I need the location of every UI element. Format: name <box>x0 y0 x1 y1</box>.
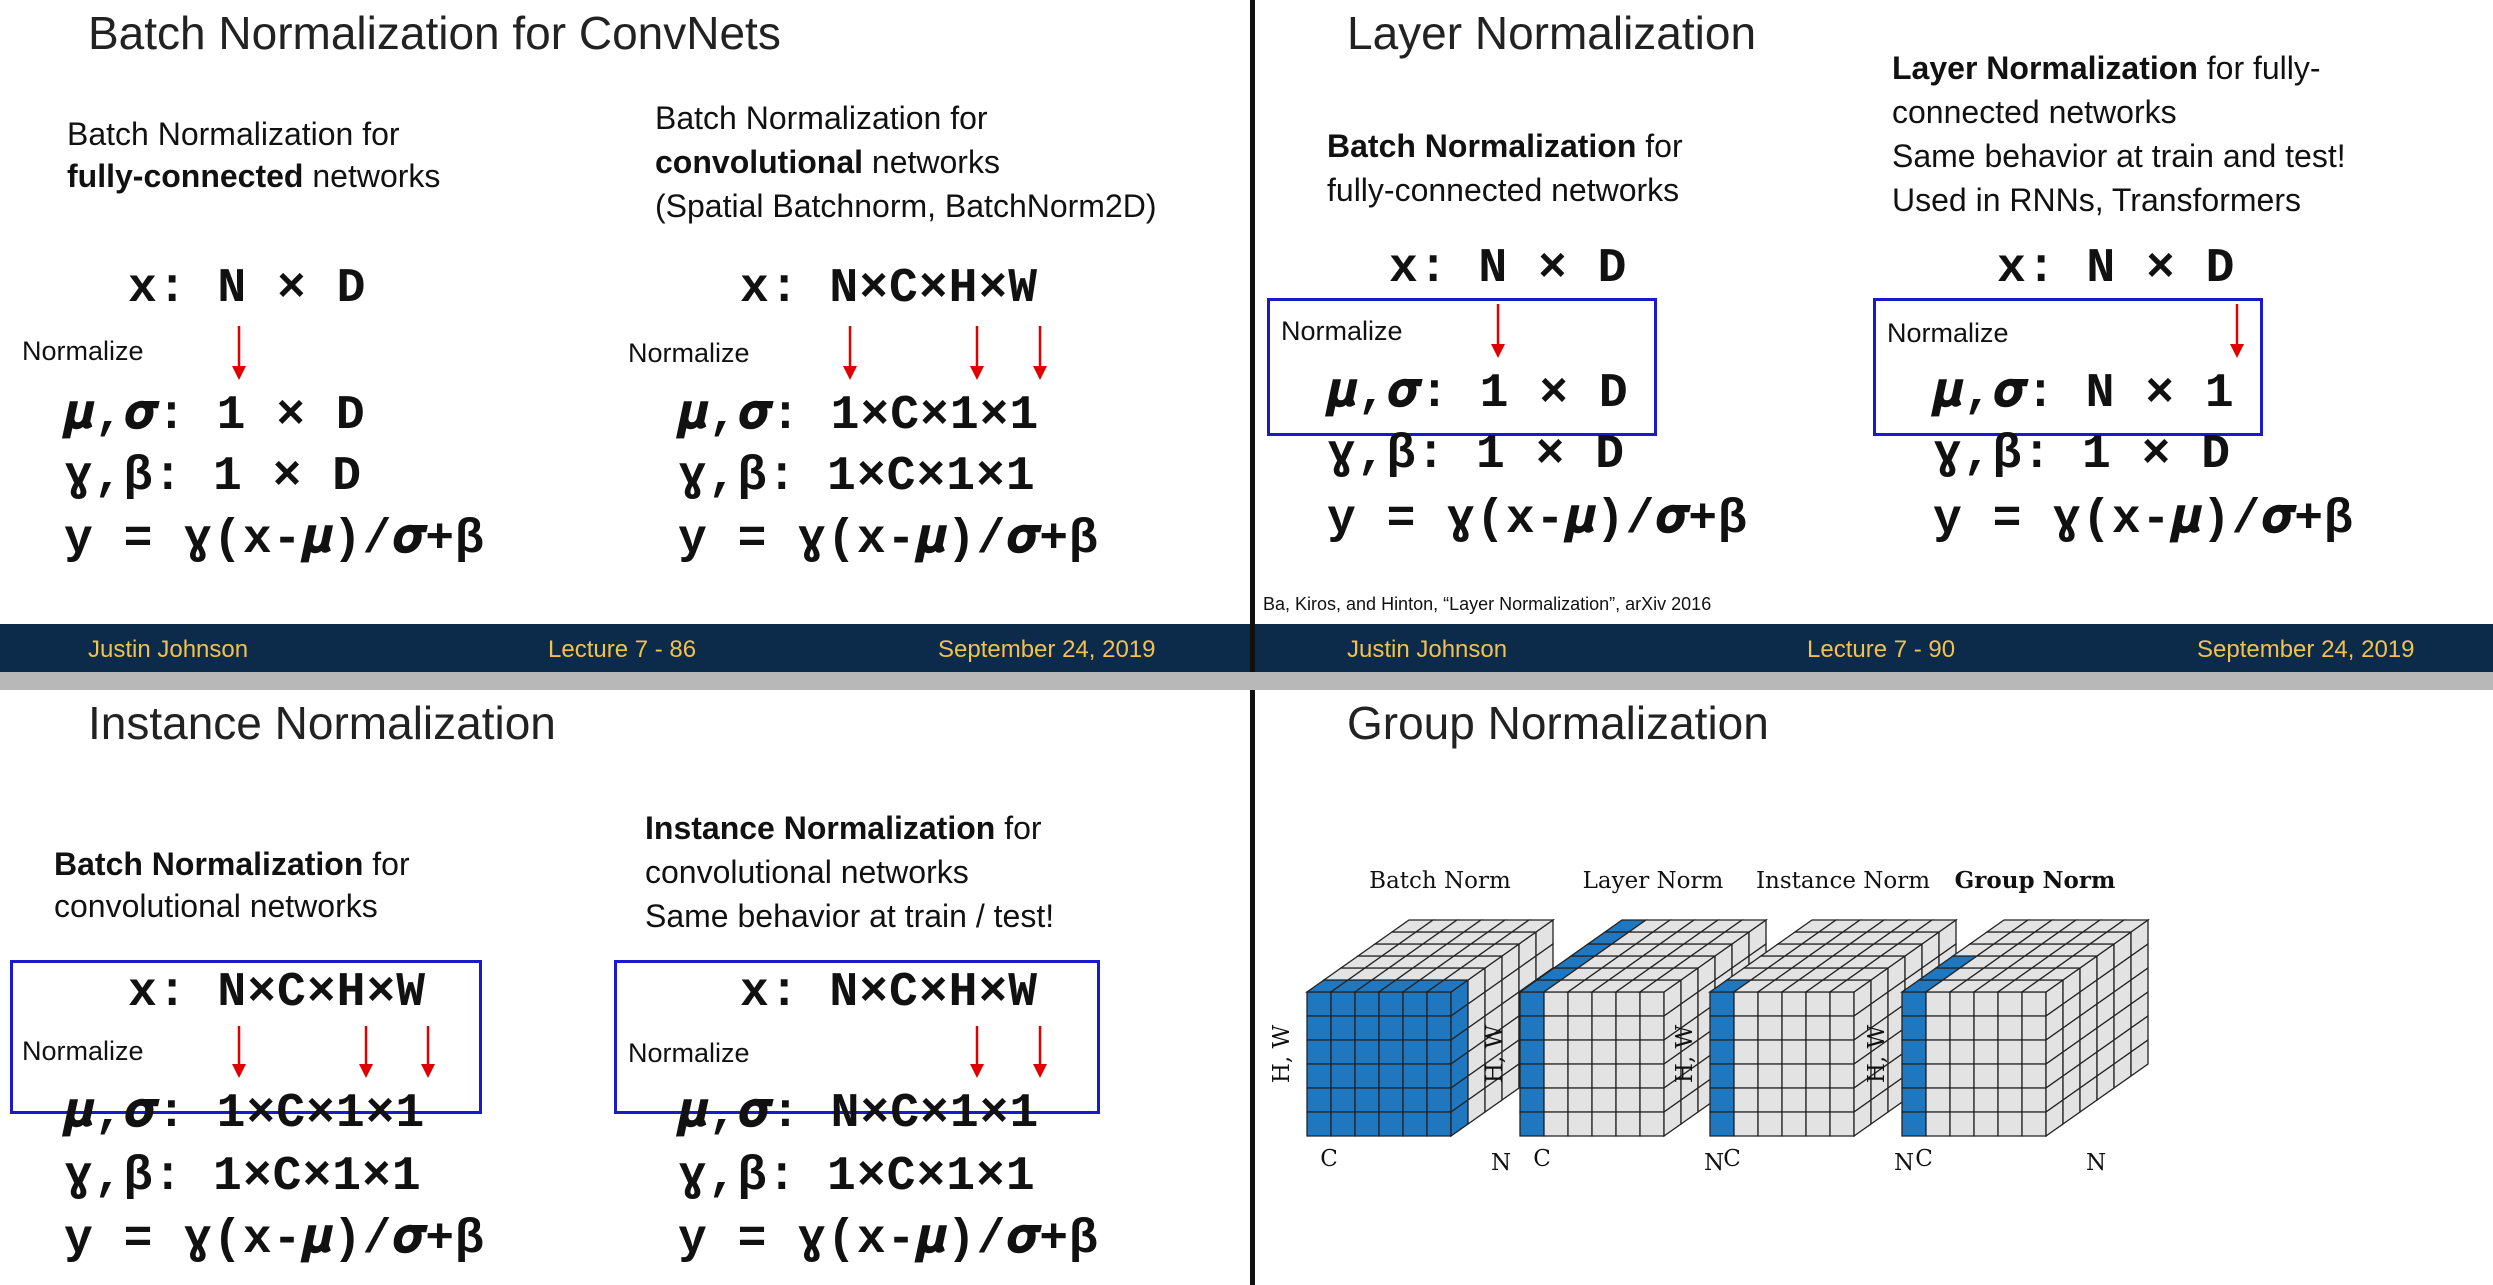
ln-description-line3: Same behavior at train and test! <box>1892 138 2346 174</box>
normalize-label: Normalize <box>22 336 144 366</box>
footer-date: September 24, 2019 <box>938 636 1156 663</box>
cube-cell <box>1307 1088 1331 1112</box>
axis-label-c: C <box>1915 1146 1933 1172</box>
slide-batch-norm-convnets <box>0 0 1250 672</box>
cube-cell <box>1640 1040 1664 1064</box>
cube-cell <box>1758 1040 1782 1064</box>
normalize-label: Normalize <box>1887 318 2009 348</box>
x-shape: x: N×C×H×W <box>740 262 1039 316</box>
mu-sigma-shape: 𝝁,𝝈: 1 × D <box>1327 367 1629 421</box>
x-shape: x: N × D <box>1389 242 1628 296</box>
cube-cell <box>1355 992 1379 1016</box>
cube-cell <box>1830 992 1854 1016</box>
x-shape: x: N×C×H×W <box>740 966 1039 1020</box>
bn-description-line2: convolutional networks <box>54 888 378 924</box>
axis-label-n: N <box>1893 1150 1915 1176</box>
cube-cell <box>1950 992 1974 1016</box>
normalize-label: Normalize <box>22 1036 144 1066</box>
cube-cell <box>1331 992 1355 1016</box>
cube-cell <box>1710 1088 1734 1112</box>
cube-cell <box>1806 1088 1830 1112</box>
mu-sigma-shape: 𝝁,𝝈: 1 × D <box>64 389 366 443</box>
conv-description-line1: Batch Normalization for <box>655 100 988 136</box>
cube-cell <box>2022 1112 2046 1136</box>
cube-cell <box>1403 1088 1427 1112</box>
cube-cell <box>1379 1112 1403 1136</box>
horizontal-divider <box>0 672 2493 690</box>
cube-cell <box>1830 1088 1854 1112</box>
cube-cell <box>1568 1112 1592 1136</box>
cube-cell <box>1307 1016 1331 1040</box>
formula: y = ɣ(x-𝝁)/𝝈+β <box>678 513 1099 567</box>
cube-title: Layer Norm <box>1582 868 1724 894</box>
cube-cell <box>1710 1112 1734 1136</box>
bn-description-line1: Batch Normalization for <box>54 846 410 882</box>
cube-cell <box>2022 1040 2046 1064</box>
mu-sigma-shape: 𝝁,𝝈: N × 1 <box>1933 367 2235 421</box>
slide-layer-norm <box>1255 0 2493 672</box>
formula: y = ɣ(x-𝝁)/𝝈+β <box>1327 493 1748 547</box>
conv-description-line3: (Spatial Batchnorm, BatchNorm2D) <box>655 188 1157 224</box>
cube-title: Group Norm <box>1954 867 2116 894</box>
cube-cell <box>1568 1016 1592 1040</box>
gamma-beta-shape: ɣ,β: 1 × D <box>1933 428 2232 482</box>
footer-author: Justin Johnson <box>88 636 249 663</box>
fc-description-line1: Batch Normalization for <box>67 116 400 152</box>
normalize-label: Normalize <box>628 1038 750 1068</box>
cube-cell <box>1782 1064 1806 1088</box>
normalize-arrows <box>1255 0 2493 672</box>
cube-cell <box>1520 1088 1544 1112</box>
cube-cell <box>1950 1064 1974 1088</box>
cube-cell <box>1782 1040 1806 1064</box>
cube-cell <box>1592 1040 1616 1064</box>
cube-cell <box>1782 1016 1806 1040</box>
ln-description-line1: Layer Normalization for fully- <box>1892 50 2321 86</box>
cube-cell <box>1974 1040 1998 1064</box>
footer-author: Justin Johnson <box>1347 636 1508 663</box>
cube-cell <box>1974 1088 1998 1112</box>
footer-lecture: Lecture 7 - 86 <box>548 636 697 663</box>
cube-cell <box>1902 992 1926 1016</box>
cube-cell <box>1806 1112 1830 1136</box>
cube-cell <box>1355 1040 1379 1064</box>
cube-cell <box>1427 1088 1451 1112</box>
cube-cell <box>1592 1064 1616 1088</box>
mu-sigma-shape: 𝝁,𝝈: 1×C×1×1 <box>64 1087 426 1141</box>
cube-cell <box>1830 1064 1854 1088</box>
cube-cell <box>1710 1064 1734 1088</box>
cube-cell <box>1640 1016 1664 1040</box>
cube-cell <box>1331 1016 1355 1040</box>
cube-cell <box>1544 1016 1568 1040</box>
cube-cell <box>1974 1016 1998 1040</box>
cube-cell <box>1616 992 1640 1016</box>
normalize-arrows <box>0 690 1250 1285</box>
cube-cell <box>1616 1112 1640 1136</box>
slide-title: Instance Normalization <box>88 697 556 749</box>
cube-cell <box>1568 1040 1592 1064</box>
cube-cell <box>1331 1088 1355 1112</box>
cube-cell <box>1950 1040 1974 1064</box>
cube-cell <box>1568 992 1592 1016</box>
cube-cell <box>1640 992 1664 1016</box>
axis-label-n: N <box>1490 1150 1512 1176</box>
cube-cell <box>2022 992 2046 1016</box>
cube-cell <box>1640 1064 1664 1088</box>
mu-sigma-shape: 𝝁,𝝈: N×C×1×1 <box>678 1087 1040 1141</box>
cube-cell <box>1427 1040 1451 1064</box>
cube-cell <box>1998 992 2022 1016</box>
axis-label-hw: H, W <box>1482 1024 1508 1084</box>
cube-cell <box>1592 1112 1616 1136</box>
cube-batch-norm <box>1269 868 1553 1176</box>
cube-cell <box>1331 1064 1355 1088</box>
cube-cell <box>1307 1112 1331 1136</box>
cube-cell <box>1926 1112 1950 1136</box>
cube-cell <box>1403 1112 1427 1136</box>
slide-footer <box>0 624 1250 672</box>
cube-cell <box>1926 1088 1950 1112</box>
cube-cell <box>1544 992 1568 1016</box>
in-description-line2: convolutional networks <box>645 854 969 890</box>
footer-lecture: Lecture 7 - 90 <box>1807 636 1956 663</box>
cube-cell <box>1544 1064 1568 1088</box>
cube-cell <box>1998 1040 2022 1064</box>
ln-description-line4: Used in RNNs, Transformers <box>1892 182 2301 218</box>
cube-cell <box>1782 1112 1806 1136</box>
cube-cell <box>1520 1040 1544 1064</box>
cube-title: Instance Norm <box>1755 868 1931 894</box>
cube-cell <box>1902 1016 1926 1040</box>
cube-cell <box>1758 1088 1782 1112</box>
cube-cell <box>1782 992 1806 1016</box>
cube-cell <box>1427 992 1451 1016</box>
cube-cell <box>1307 992 1331 1016</box>
x-shape: x: N × D <box>128 262 367 316</box>
cube-cell <box>1974 1112 1998 1136</box>
cube-cell <box>1379 1088 1403 1112</box>
cube-cell <box>1902 1040 1926 1064</box>
cube-cell <box>1926 1016 1950 1040</box>
cube-cell <box>1734 1040 1758 1064</box>
cube-cell <box>1355 1088 1379 1112</box>
cube-cell <box>1640 1088 1664 1112</box>
cube-cell <box>1592 1016 1616 1040</box>
slide-title: Group Normalization <box>1347 697 1769 749</box>
cube-cell <box>1998 1016 2022 1040</box>
cube-cell <box>1710 1040 1734 1064</box>
normalize-arrows <box>0 0 1250 672</box>
cube-cell <box>1640 1112 1664 1136</box>
cube-cell <box>1806 992 1830 1016</box>
footer-date: September 24, 2019 <box>2197 636 2415 663</box>
cube-cell <box>1830 1112 1854 1136</box>
cube-cell <box>1758 992 1782 1016</box>
cube-cell <box>1616 1064 1640 1088</box>
cube-cell <box>1544 1088 1568 1112</box>
cube-cell <box>1307 1040 1331 1064</box>
cube-cell <box>1734 1016 1758 1040</box>
cube-cell <box>1902 1064 1926 1088</box>
in-description-line3: Same behavior at train / test! <box>645 898 1055 934</box>
cube-cell <box>1520 1064 1544 1088</box>
cube-cell <box>1520 992 1544 1016</box>
formula: y = ɣ(x-𝝁)/𝝈+β <box>678 1213 1099 1267</box>
axis-label-hw: H, W <box>1269 1024 1295 1084</box>
axis-label-c: C <box>1723 1146 1741 1172</box>
cube-cell <box>1544 1112 1568 1136</box>
cube-cell <box>1806 1016 1830 1040</box>
formula: y = ɣ(x-𝝁)/𝝈+β <box>64 513 485 567</box>
citation: Ba, Kiros, and Hinton, “Layer Normalization”, arXiv 2016 <box>1263 594 1712 614</box>
cube-cell <box>1710 992 1734 1016</box>
formula: y = ɣ(x-𝝁)/𝝈+β <box>1933 493 2354 547</box>
x-shape: x: N×C×H×W <box>128 966 427 1020</box>
slide-footer <box>1255 624 2493 672</box>
cube-cell <box>1710 1016 1734 1040</box>
axis-label-c: C <box>1533 1146 1551 1172</box>
axis-label-hw: H, W <box>1672 1024 1698 1084</box>
cube-cell <box>1379 1016 1403 1040</box>
bn-description-line1: Batch Normalization for <box>1327 128 1683 164</box>
cube-cell <box>1758 1064 1782 1088</box>
cube-cell <box>1427 1112 1451 1136</box>
cube-cell <box>1830 1016 1854 1040</box>
slide-group-norm <box>1255 690 2493 1285</box>
cube-cell <box>1926 1064 1950 1088</box>
normalize-label: Normalize <box>1281 316 1403 346</box>
cube-cell <box>1355 1064 1379 1088</box>
bn-description-line2: fully-connected networks <box>1327 172 1680 208</box>
cube-cell <box>1616 1088 1640 1112</box>
in-description-line1: Instance Normalization for <box>645 810 1042 846</box>
cube-cell <box>1902 1112 1926 1136</box>
cube-cell <box>1998 1112 2022 1136</box>
axis-label-c: C <box>1320 1146 1338 1172</box>
cube-cell <box>1427 1064 1451 1088</box>
cube-cell <box>1758 1112 1782 1136</box>
cube-cell <box>1355 1112 1379 1136</box>
cube-cell <box>2022 1088 2046 1112</box>
cube-cell <box>1998 1064 2022 1088</box>
cube-cell <box>1331 1040 1355 1064</box>
cube-cell <box>1544 1040 1568 1064</box>
normalization-cubes-diagram <box>1255 690 2493 1285</box>
cube-cell <box>1974 1064 1998 1088</box>
gamma-beta-shape: ɣ,β: 1×C×1×1 <box>678 1150 1036 1204</box>
cube-group-norm <box>1864 867 2148 1176</box>
gamma-beta-shape: ɣ,β: 1 × D <box>1327 428 1626 482</box>
cube-cell <box>2022 1064 2046 1088</box>
cube-cell <box>1379 992 1403 1016</box>
cube-title: Batch Norm <box>1369 868 1511 894</box>
slide-title: Batch Normalization for ConvNets <box>88 7 781 59</box>
cube-cell <box>1568 1064 1592 1088</box>
cube-cell <box>1926 992 1950 1016</box>
cube-cell <box>1307 1064 1331 1088</box>
cube-cell <box>1403 1040 1427 1064</box>
cube-cell <box>1974 992 1998 1016</box>
x-shape: x: N × D <box>1997 242 2236 296</box>
cube-cell <box>1568 1088 1592 1112</box>
cube-cell <box>1734 1064 1758 1088</box>
axis-label-n: N <box>2085 1150 2107 1176</box>
slide-title: Layer Normalization <box>1347 7 1757 59</box>
cube-cell <box>1355 1016 1379 1040</box>
cube-cell <box>1427 1016 1451 1040</box>
formula: y = ɣ(x-𝝁)/𝝈+β <box>64 1213 485 1267</box>
cube-cell <box>1950 1112 1974 1136</box>
axis-label-hw: H, W <box>1864 1024 1890 1084</box>
cube-cell <box>1830 1040 1854 1064</box>
gamma-beta-shape: ɣ,β: 1×C×1×1 <box>678 450 1036 504</box>
cube-cell <box>2022 1016 2046 1040</box>
cube-cell <box>1520 1016 1544 1040</box>
cube-cell <box>1616 1040 1640 1064</box>
cube-cell <box>1379 1040 1403 1064</box>
fc-description-line2: fully-connected networks <box>67 158 441 194</box>
cube-cell <box>1403 992 1427 1016</box>
cube-cell <box>1331 1112 1355 1136</box>
cube-cell <box>1998 1088 2022 1112</box>
cube-cell <box>1926 1040 1950 1064</box>
cube-cell <box>1950 1016 1974 1040</box>
ln-description-line2: connected networks <box>1892 94 2177 130</box>
cube-cell <box>1520 1112 1544 1136</box>
cube-cell <box>1758 1016 1782 1040</box>
cube-cell <box>1734 1112 1758 1136</box>
cube-cell <box>1782 1088 1806 1112</box>
conv-description-line2: convolutional networks <box>655 144 1000 180</box>
cube-cell <box>1592 992 1616 1016</box>
cube-cell <box>1806 1040 1830 1064</box>
cube-cell <box>1403 1016 1427 1040</box>
mu-sigma-shape: 𝝁,𝝈: 1×C×1×1 <box>678 389 1040 443</box>
cube-cell <box>1902 1088 1926 1112</box>
cube-cell <box>1734 1088 1758 1112</box>
cube-cell <box>1592 1088 1616 1112</box>
slide-instance-norm <box>0 690 1250 1285</box>
axis-label-n: N <box>1703 1150 1725 1176</box>
cube-cell <box>1616 1016 1640 1040</box>
cube-cell <box>1379 1064 1403 1088</box>
gamma-beta-shape: ɣ,β: 1 × D <box>64 450 363 504</box>
normalize-label: Normalize <box>628 338 750 368</box>
cube-cell <box>1950 1088 1974 1112</box>
gamma-beta-shape: ɣ,β: 1×C×1×1 <box>64 1150 422 1204</box>
cube-cell <box>1403 1064 1427 1088</box>
cube-cell <box>1806 1064 1830 1088</box>
cube-cell <box>1734 992 1758 1016</box>
